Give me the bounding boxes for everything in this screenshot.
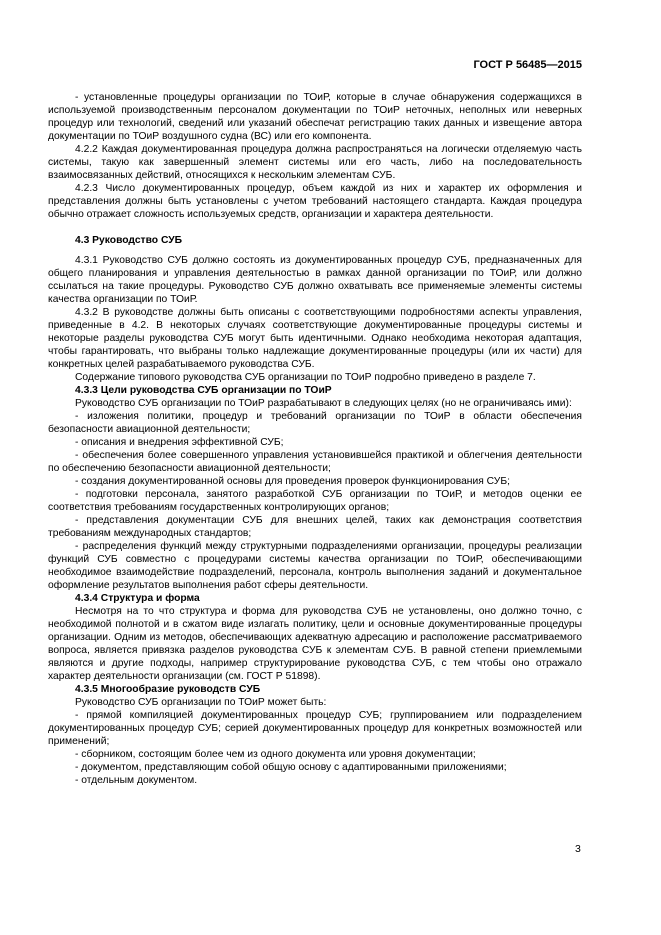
body-paragraph: - подготовки персонала, занятого разработкой СУБ организации по ТОиР, и методов оценки ее соответствия требованиям государственных контролирующих органов; [48,489,582,513]
section-heading: 4.3.5 Многообразие руководств СУБ [75,684,261,695]
body-paragraph: - прямой компиляцией документированных процедур СУБ; группированием или подразделением документированных процедур СУБ; серией документированных процедур для конкретных возможностей или применений; [48,710,582,747]
body-paragraph: 4.3.1 Руководство СУБ должно состоять из документированных процедур СУБ, предназначенных для общего планирования и управления деятельностью в рамках данной организации по ТОиР, или должно ссылаться на такие процедуры. Руководство СУБ должно охватывать все применяемые элементы системы качества организации по ТОиР. [48,255,582,305]
section-heading: 4.3 Руководство СУБ [75,235,183,246]
body-paragraph: - документом, представляющим собой общую основу с адаптированными приложениями; [75,762,507,773]
section-heading: 4.3.4 Структура и форма [75,593,200,604]
body-paragraph: - распределения функций между структурными подразделениями организации, процедуры реализации функций СУБ совместно с процедурами системы качества организации по ТОиР, обеспечивающими необходимое взаимодействие подразделений, персонала, контроль выполнения заданий и документальное оформление результатов выполнения работ сферы деятельности. [48,541,582,591]
body-paragraph: - отдельным документом. [75,775,198,786]
body-paragraph: Руководство СУБ организации по ТОиР разрабатывают в следующих целях (но не ограничиваясь ими): [75,398,572,409]
body-paragraph: 4.2.2 Каждая документированная процедура должна распространяться на логически отделяемую часть системы, такую как завершенный элемент системы или его часть, либо на последовательность взаимосвязанных действий, относящихся к нескольким элементам СУБ. [48,144,582,181]
body-paragraph: - обеспечения более совершенного управления установившейся практикой и облегчения деятельности по обеспечению безопасности авиационной деятельности; [48,450,582,474]
document-body [48,91,582,787]
body-paragraph: Руководство СУБ организации по ТОиР может быть: [75,697,327,708]
body-paragraph: - установленные процедуры организации по ТОиР, которые в случае обнаружения содержащихся в используемой производственным персоналом документации по ТОиР неточных, неполных или неверных процедур или технологий, сведений или указаний обеспечат регистрацию таких данных и извещение автора документации по ТОиР воздушного судна (ВС) или его компонента. [48,92,582,142]
body-paragraph: - представления документации СУБ для внешних целей, таких как демонстрация соответствия требованиям международных стандартов; [48,515,582,539]
page-number: 3 [575,843,581,855]
body-paragraph: - сборником, состоящим более чем из одного документа или уровня документации; [75,749,476,760]
section-heading: 4.3.3 Цели руководства СУБ организации по ТОиР [75,385,332,396]
body-paragraph: Несмотря на то что структура и форма для руководства СУБ не установлены, оно должно точно, с необходимой полнотой и в сжатом виде излагать политику, цели и основные документированные процедуры организации. Одним из методов, обеспечивающих адекватную адресацию и расположение рассматриваемого вопроса, является привязка разделов руководства СУБ к элементам СУБ. В равной степени приемлемыми являются и другие подходы, например структурирование руководства СУБ, с тем чтобы оно отражало характер деятельности организации (см. ГОСТ Р 51898). [48,606,582,682]
body-paragraph: - изложения политики, процедур и требований организации по ТОиР в области обеспечения безопасности авиационной деятельности; [48,411,582,435]
document-id-header: ГОСТ Р 56485—2015 [473,59,582,71]
body-paragraph: 4.2.3 Число документированных процедур, объем каждой из них и характер их оформления и представления должны быть установлены с учетом требований настоящего стандарта. Каждая процедура обычно отражает сложность используемых средств, организации и характера деятельности. [48,183,582,220]
body-paragraph: - описания и внедрения эффективной СУБ; [75,437,284,448]
body-paragraph: 4.3.2 В руководстве должны быть описаны с соответствующими подробностями аспекты управления, приведенные в 4.2. В некоторых случаях соответствующие документированные процедуры системы и некоторые разделы руководства СУБ могут быть идентичными. Однако необходима некоторая адаптация, чтобы гарантировать, что выбраны только надлежащие документированные процедуры (или их части) для конкретных целей разрабатываемого руководства СУБ. [48,307,582,370]
body-paragraph: Содержание типового руководства СУБ организации по ТОиР подробно приведено в разделе 7. [75,372,536,383]
body-paragraph: - создания документированной основы для проведения проверок функционирования СУБ; [75,476,510,487]
